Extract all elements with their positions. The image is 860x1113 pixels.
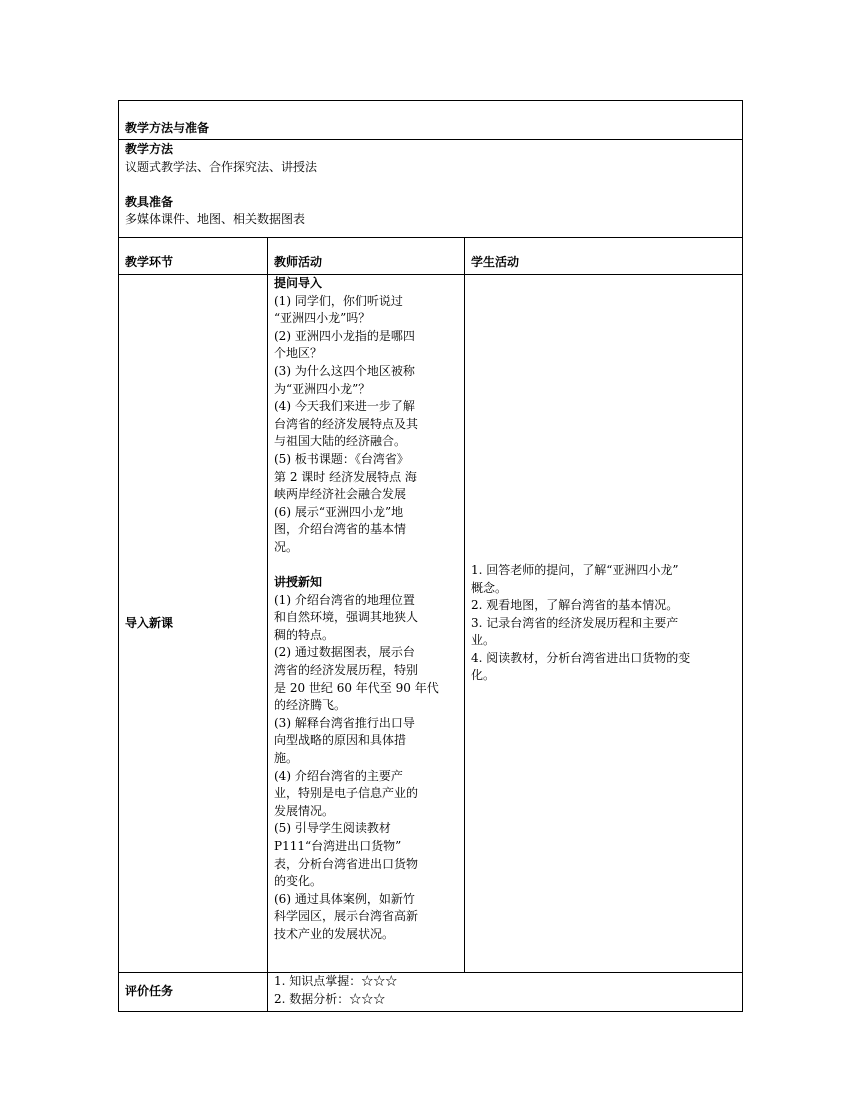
- teacher-activity-line: (2) 通过数据图表，展示台: [274, 645, 415, 660]
- teacher-activity-line: 的经济腾飞。: [274, 698, 347, 713]
- student-activity-line: 4. 阅读教材，分析台湾省进出口货物的变: [471, 650, 691, 665]
- teacher-activity-line: 业，特别是电子信息产业的: [274, 786, 419, 801]
- teacher-activity-line: 为“亚洲四小龙”？: [274, 381, 371, 396]
- teacher-activity-line: 发展情况。: [274, 803, 335, 818]
- teacher-activity-line: (3) 为什么这四个地区被称: [274, 363, 415, 378]
- lesson-plan-page: [118, 100, 742, 1012]
- teacher-activity-line: 的变化。: [274, 874, 323, 889]
- teacher-activity-line: 表，分析台湾省进出口货物: [274, 856, 419, 871]
- teacher-activity-line: 技术产业的发展状况。: [274, 926, 395, 941]
- teacher-activity-line: 是 20 世纪 60 年代至 90 年代: [274, 680, 439, 695]
- teacher-activity-line: (6) 通过具体案例，如新竹: [274, 891, 415, 906]
- intro-student-cell: [465, 275, 743, 973]
- column-header-teacher: 教师活动: [268, 238, 465, 275]
- teacher-activity-line: (5) 板书课题：《台湾省》: [274, 451, 409, 466]
- eval-stage-label: 评价任务: [119, 973, 268, 1012]
- methods-heading: 教学方法: [125, 142, 174, 156]
- column-header-student: 学生活动: [465, 238, 743, 275]
- eval-item: 2. 数据分析：☆☆☆: [274, 991, 386, 1006]
- teacher-part2-list: [274, 592, 458, 944]
- teacher-activity-line: (4) 介绍台湾省的主要产: [274, 768, 403, 783]
- tools-heading: 教具准备: [125, 194, 174, 209]
- teacher-activity-line: 与祖国大陆的经济融合。: [274, 434, 407, 449]
- student-activity-line: 2. 观看地图，了解台湾省的基本情况。: [471, 598, 679, 613]
- teacher-activity-line: 况。: [274, 539, 299, 554]
- eval-item: 1. 知识点掌握：☆☆☆: [274, 974, 398, 988]
- teacher-activity-line: (5) 引导学生阅读教材: [274, 821, 391, 836]
- teacher-activity-line: 湾省的经济发展历程，特别: [274, 663, 419, 678]
- intro-teacher-cell: [268, 275, 465, 973]
- teacher-activity-line: 向型战略的原因和具体措: [274, 733, 407, 748]
- tools-text: 多媒体课件、地图、相关数据图表: [125, 212, 306, 227]
- student-activity-line: 概念。: [471, 580, 508, 595]
- teacher-activity-line: P111“台湾进出口货物”: [274, 839, 402, 853]
- teacher-activity-line: 图，介绍台湾省的基本情: [274, 522, 407, 537]
- section-title: 教学方法与准备: [119, 101, 743, 140]
- teacher-activity-line: 和自然环境，强调其地狭人: [274, 610, 419, 625]
- teacher-activity-line: 施。: [274, 751, 299, 766]
- teacher-part1-list: [274, 293, 458, 557]
- teacher-activity-line: (1) 介绍台湾省的地理位置: [274, 592, 415, 607]
- teacher-part2-heading: 讲授新知: [274, 575, 323, 590]
- teacher-activity-line: “亚洲四小龙”吗？: [274, 311, 371, 326]
- teacher-activity-line: (1) 同学们，你们听说过: [274, 293, 403, 308]
- eval-items-cell: [268, 973, 743, 1012]
- column-header-stage: 教学环节: [119, 238, 268, 275]
- teacher-activity-line: 台湾省的经济发展特点及其: [274, 416, 419, 431]
- student-activity-line: 化。: [471, 668, 496, 683]
- teacher-part1-heading: 提问导入: [274, 276, 323, 290]
- student-activity-line: 业。: [471, 633, 496, 648]
- teacher-activity-line: 个地区？: [274, 346, 323, 361]
- lesson-plan-table: [118, 100, 743, 1012]
- student-activity-line: 3. 记录台湾省的经济发展历程和主要产: [471, 615, 679, 630]
- teacher-activity-line: (4) 今天我们来进一步了解: [274, 399, 415, 414]
- teacher-activity-line: (2) 亚洲四小龙指的是哪四: [274, 328, 415, 343]
- teacher-activity-line: 科学园区，展示台湾省高新: [274, 909, 419, 924]
- methods-text: 议题式教学法、合作探究法、讲授法: [125, 159, 318, 174]
- teacher-activity-line: 稠的特点。: [274, 627, 335, 642]
- eval-list: [274, 973, 736, 1008]
- teacher-activity-line: (3) 解释台湾省推行出口导: [274, 715, 415, 730]
- teacher-activity-line: 峡两岸经济社会融合发展: [274, 487, 407, 502]
- teacher-activity-line: (6) 展示“亚洲四小龙”地: [274, 504, 404, 519]
- student-activity-list: [471, 562, 736, 685]
- student-activity-line: 1. 回答老师的提问，了解“亚洲四小龙”: [471, 562, 679, 577]
- intro-stage-label: 导入新课: [119, 275, 268, 973]
- teacher-activity-line: 第 2 课时 经济发展特点 海: [274, 469, 417, 484]
- methods-cell: [119, 140, 743, 238]
